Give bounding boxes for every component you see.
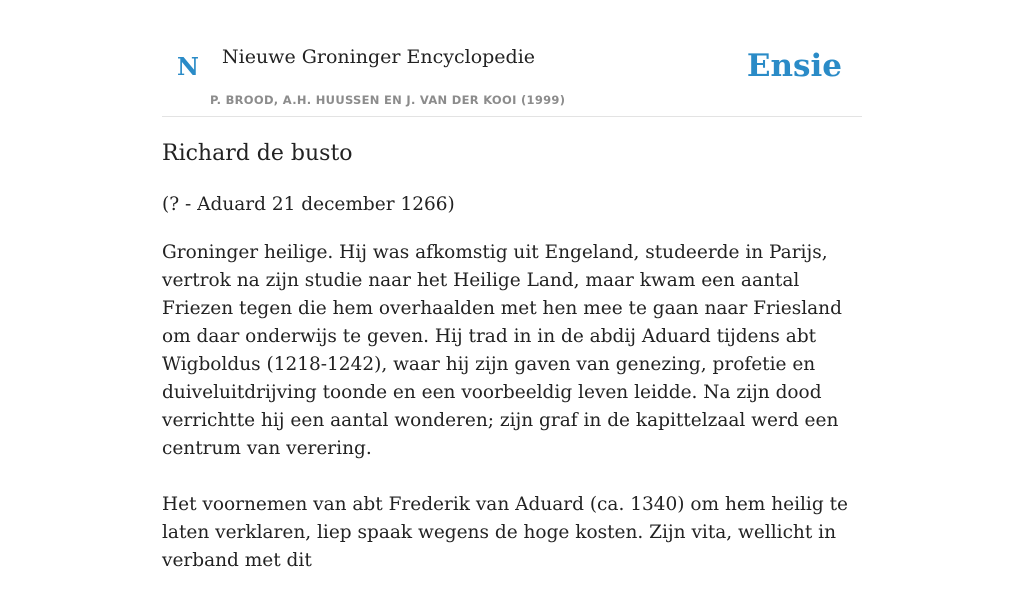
book-authors: P. BROOD, A.H. HUUSSEN EN J. VAN DER KOOI (1999) (210, 93, 566, 107)
entry-paragraph: Groninger heilige. Hij was afkomstig uit Engeland, studeerde in Parijs, vertrok na zijn studie naar het Heilige Land, maar kwam een aantal Friezen tegen die hem overhaalden met hen mee te gaan naar Friesland om daar onderwijs te geven. Hij trad in in de abdij Aduard tijdens abt Wigboldus (1218-1242), waar hij zijn gaven van genezing, profetie en duiveluitdrijving toonde en een voorbeeldig leven leidde. Na zijn dood verrichtte hij een aantal wonderen; zijn graf in de kapittelzaal werd een centrum van verering. (162, 242, 842, 459)
entry-body (162, 239, 862, 603)
content-container (162, 0, 862, 571)
book-title-link[interactable]: Nieuwe Groninger Encyclopedie (222, 46, 536, 68)
entry-title: Richard de busto (162, 141, 353, 166)
entry-paragraph: Het voornemen van abt Frederik van Aduard (ca. 1340) om hem heilig te laten verklaren, liep spaak wegens de hoge kosten. Zijn vita, wellicht in verband met dit (162, 494, 848, 571)
entry-dates: (? - Aduard 21 december 1266) (162, 194, 455, 215)
book-logo-icon[interactable]: N (177, 52, 199, 81)
ensie-logo-link[interactable]: Ensie (746, 48, 842, 84)
book-header (162, 0, 862, 117)
